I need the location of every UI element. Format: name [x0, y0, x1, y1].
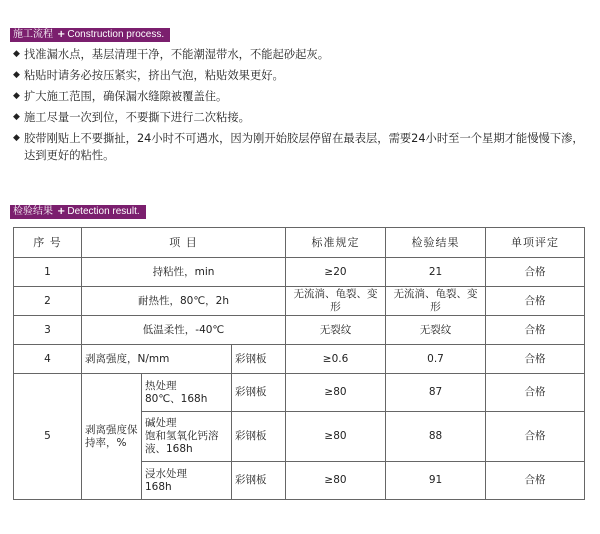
plus-icon: + [57, 206, 66, 217]
diamond-bullet-icon: ◆ [13, 91, 20, 101]
cell-substrate: 彩钢板 [232, 462, 286, 500]
cell-no: 4 [14, 345, 82, 374]
cell-result: 88 [386, 412, 486, 462]
cell-no: 3 [14, 316, 82, 345]
column-header-rating: 单项评定 [486, 228, 585, 258]
cell-standard: ≥80 [286, 412, 386, 462]
construction-header-en: Construction process. [67, 28, 170, 42]
cell-result: 无裂纹 [386, 316, 486, 345]
detection-header-cn: 检验结果 [10, 205, 56, 219]
cell-no: 5 [14, 374, 82, 500]
cell-result: 0.7 [386, 345, 486, 374]
list-item [13, 109, 591, 126]
cell-rating: 合格 [486, 258, 585, 287]
cell-rating: 合格 [486, 345, 585, 374]
cell-rating: 合格 [486, 374, 585, 412]
step-text: 胶带刚贴上不要撕扯，24小时不可遇水，因为刚开始胶层停留在最表层，需要24小时至一个星期才能慢慢下渗，达到更好的粘性。 [24, 132, 584, 162]
list-item [13, 88, 591, 105]
diamond-bullet-icon: ◆ [13, 133, 20, 143]
cell-rating: 合格 [486, 287, 585, 316]
cell-substrate: 彩钢板 [232, 374, 286, 412]
list-item [13, 67, 591, 84]
table-row [14, 287, 585, 316]
cell-condition: 碱处理 饱和氢氧化钙溶液、168h [142, 412, 232, 462]
detection-section-header [10, 205, 146, 219]
column-header-result: 检验结果 [386, 228, 486, 258]
cell-item: 低温柔性，-40℃ [82, 316, 286, 345]
construction-section-header [10, 28, 170, 42]
list-item [13, 46, 591, 63]
column-header-no: 序 号 [14, 228, 82, 258]
construction-header-cn: 施工流程 [10, 28, 56, 42]
column-header-standard: 标准规定 [286, 228, 386, 258]
step-text: 粘贴时请务必按压紧实，挤出气泡，粘贴效果更好。 [24, 69, 284, 82]
cell-item: 持粘性，min [82, 258, 286, 287]
cell-substrate: 彩钢板 [232, 345, 286, 374]
cell-rating: 合格 [486, 316, 585, 345]
cell-substrate: 彩钢板 [232, 412, 286, 462]
list-item [13, 130, 591, 164]
cell-result: 21 [386, 258, 486, 287]
detection-result-table [13, 227, 585, 500]
cell-standard: ≥20 [286, 258, 386, 287]
plus-icon: + [57, 29, 66, 40]
cell-rating: 合格 [486, 462, 585, 500]
table-row [14, 258, 585, 287]
cell-standard: 无流淌、龟裂、变形 [286, 287, 386, 316]
cell-condition: 浸水处理 168h [142, 462, 232, 500]
diamond-bullet-icon: ◆ [13, 70, 20, 80]
step-text: 扩大施工范围，确保漏水缝隙被覆盖住。 [24, 90, 228, 103]
cell-standard: 无裂纹 [286, 316, 386, 345]
cell-standard: ≥80 [286, 462, 386, 500]
diamond-bullet-icon: ◆ [13, 112, 20, 122]
cell-no: 1 [14, 258, 82, 287]
cell-item: 耐热性，80℃，2h [82, 287, 286, 316]
cell-standard: ≥0.6 [286, 345, 386, 374]
construction-steps-list [13, 46, 591, 168]
diamond-bullet-icon: ◆ [13, 49, 20, 59]
cell-result: 87 [386, 374, 486, 412]
detection-header-en: Detection result. [67, 205, 145, 219]
cell-standard: ≥80 [286, 374, 386, 412]
cell-result: 无流淌、龟裂、变形 [386, 287, 486, 316]
cell-item: 剥离强度保持率，% [82, 374, 142, 500]
cell-rating: 合格 [486, 412, 585, 462]
table-row [14, 316, 585, 345]
cell-no: 2 [14, 287, 82, 316]
column-header-item: 项 目 [82, 228, 286, 258]
table-header-row [14, 228, 585, 258]
table-row [14, 345, 585, 374]
cell-result: 91 [386, 462, 486, 500]
step-text: 找准漏水点，基层清理干净，不能潮湿带水，不能起砂起灰。 [24, 48, 330, 61]
step-text: 施工尽量一次到位，不要撕下进行二次粘接。 [24, 111, 250, 124]
cell-condition: 热处理 80℃、168h [142, 374, 232, 412]
table-row [14, 374, 585, 412]
cell-item: 剥离强度，N/mm [82, 345, 232, 374]
